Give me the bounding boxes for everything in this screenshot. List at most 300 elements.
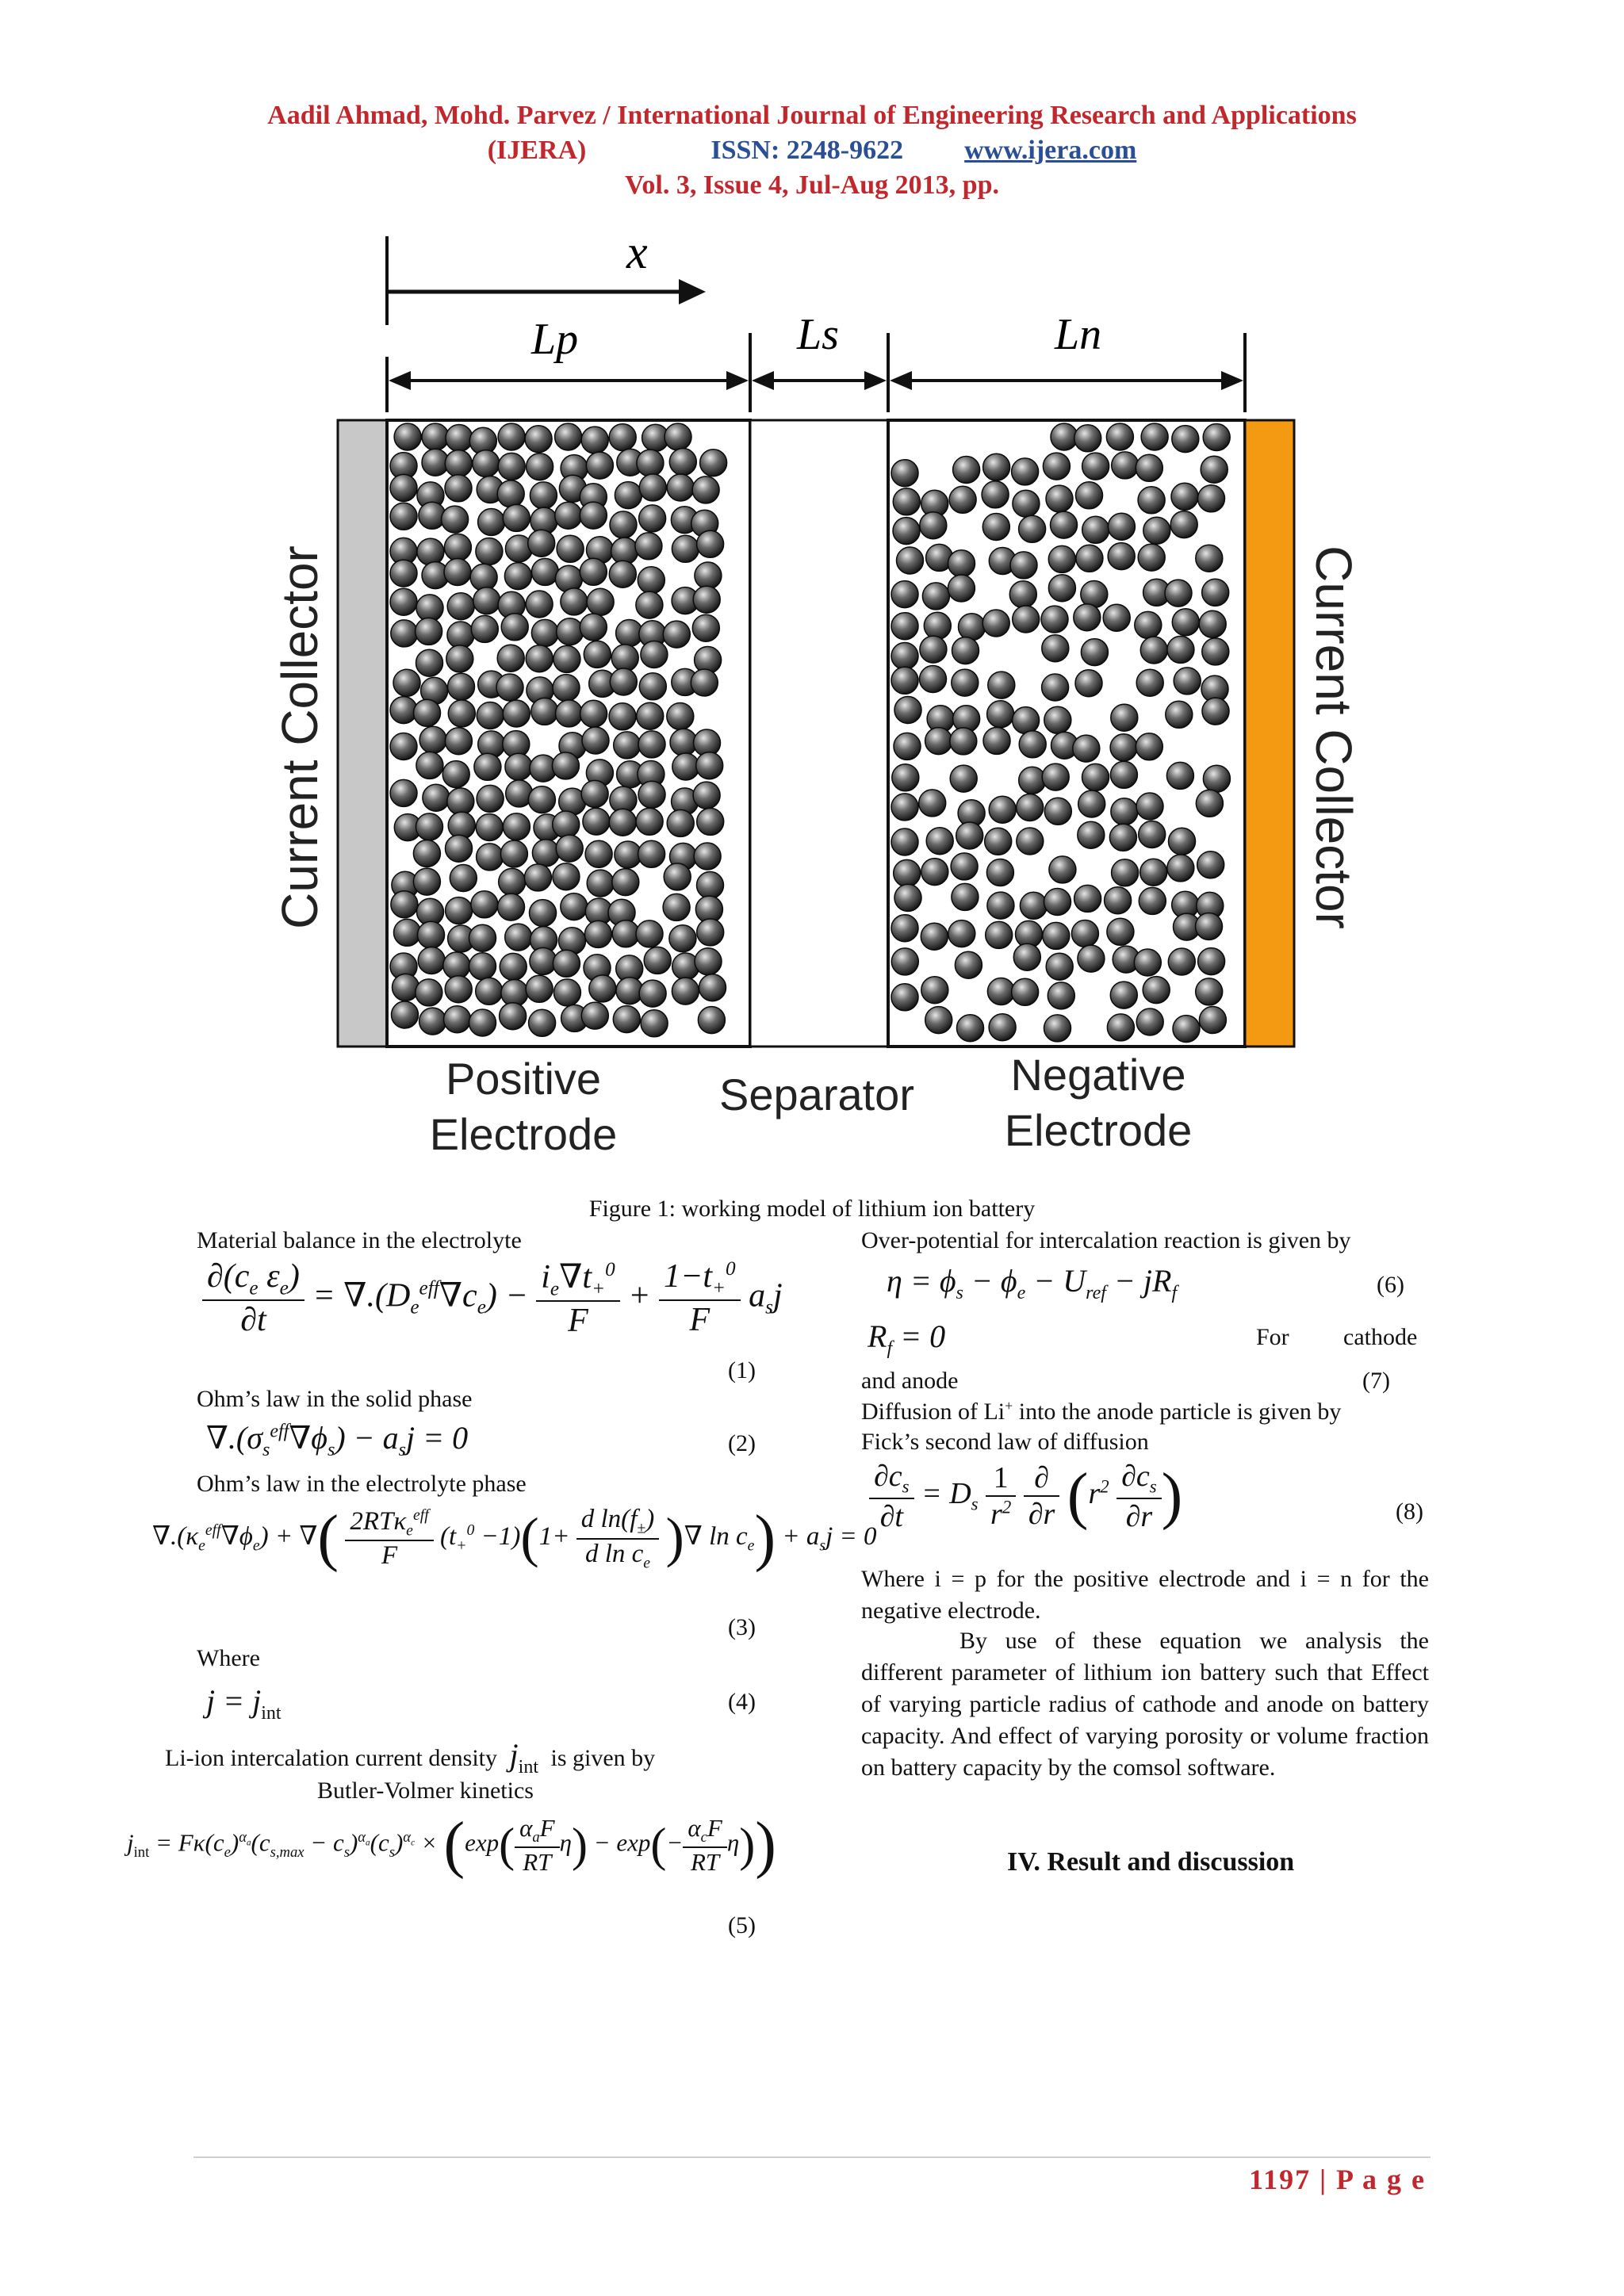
electrode-particle bbox=[1041, 606, 1068, 633]
electrode-particle bbox=[987, 892, 1014, 919]
electrode-particle bbox=[1111, 704, 1138, 731]
electrode-particle bbox=[639, 980, 666, 1007]
electrode-particle bbox=[987, 978, 1014, 1005]
electrode-particle bbox=[982, 610, 1009, 637]
electrode-particle bbox=[580, 700, 607, 727]
electrode-particle bbox=[504, 563, 531, 590]
electrode-particle bbox=[1013, 707, 1040, 734]
negative-label-line2: Electrode bbox=[1004, 1105, 1193, 1155]
footer-divider bbox=[193, 2156, 1431, 2158]
butler-volmer-label: Butler-Volmer kinetics bbox=[317, 1777, 534, 1804]
electrode-particle bbox=[1140, 637, 1167, 664]
electrode-particle bbox=[444, 559, 471, 586]
electrode-particle bbox=[1081, 639, 1108, 666]
electrode-particle bbox=[587, 588, 614, 615]
electrode-particle bbox=[553, 811, 580, 838]
electrode-particle bbox=[1044, 798, 1071, 825]
li-ion-current-text: Li-ion intercalation current density $j_{int}$ is given by bbox=[165, 1737, 656, 1777]
electrode-particle bbox=[1202, 698, 1229, 725]
electrode-particle bbox=[920, 512, 947, 539]
electrode-particle bbox=[695, 562, 722, 589]
electrode-particle bbox=[526, 591, 553, 618]
electrode-particle bbox=[528, 530, 555, 557]
electrode-particle bbox=[1170, 511, 1197, 538]
electrode-particle bbox=[1019, 767, 1046, 794]
equation-2: $\nabla.(\sigma_s^{eff}\nabla\phi_s) - a_sj = 0$ bbox=[206, 1420, 469, 1460]
battery-model-figure bbox=[238, 230, 1364, 1181]
electrode-particle bbox=[1107, 1014, 1134, 1041]
electrode-particle bbox=[390, 560, 417, 587]
electrode-particle bbox=[1107, 918, 1134, 945]
electrode-particle bbox=[443, 952, 470, 979]
equation-4: $j = j_{int}$ bbox=[206, 1683, 282, 1724]
electrode-particle bbox=[891, 828, 918, 855]
journal-url-link[interactable]: www.ijera.com bbox=[964, 136, 1137, 165]
electrode-particle bbox=[1201, 456, 1228, 483]
electrode-particle bbox=[667, 703, 694, 730]
electrode-particle bbox=[1042, 674, 1069, 701]
electrode-particle bbox=[1109, 824, 1136, 851]
electrode-particle bbox=[1013, 943, 1040, 970]
electrode-particle bbox=[390, 588, 417, 615]
electrode-particle bbox=[609, 809, 636, 836]
electrode-particle bbox=[553, 950, 580, 977]
electrode-particle bbox=[989, 796, 1016, 823]
electrode-particle bbox=[553, 645, 580, 672]
electrode-particle bbox=[1138, 544, 1165, 571]
electrode-particle bbox=[471, 891, 498, 918]
electrode-particle bbox=[1051, 511, 1078, 538]
electrode-particle bbox=[672, 535, 699, 562]
electrode-particle bbox=[478, 509, 505, 536]
electrode-particle bbox=[390, 779, 417, 806]
electrode-particle bbox=[920, 666, 947, 693]
electrode-particle bbox=[1166, 701, 1193, 728]
electrode-particle bbox=[418, 947, 445, 974]
electrode-particle bbox=[1012, 458, 1039, 485]
electrode-particle bbox=[417, 538, 444, 565]
electrode-particle bbox=[692, 476, 719, 503]
diffusion-suffix: into the anode particle is given by bbox=[1013, 1399, 1342, 1425]
electrode-particle bbox=[418, 921, 445, 948]
electrode-particle bbox=[1136, 1008, 1163, 1035]
electrode-particle bbox=[1044, 706, 1071, 733]
electrode-particle bbox=[1110, 982, 1137, 1008]
electrode-particle bbox=[1136, 454, 1162, 481]
electrode-particle bbox=[469, 953, 496, 980]
electrode-particle bbox=[497, 645, 524, 672]
material-balance-label: Material balance in the electrolyte bbox=[197, 1227, 522, 1253]
electrode-particle bbox=[636, 920, 663, 947]
electrode-particle bbox=[1042, 635, 1069, 662]
electrode-particle bbox=[1143, 977, 1170, 1004]
electrode-particle bbox=[636, 808, 663, 835]
electrode-particle bbox=[919, 790, 946, 817]
electrode-particle bbox=[416, 979, 442, 1006]
electrode-particle bbox=[419, 1008, 446, 1035]
page-number: 1197 | P a g e bbox=[1249, 2164, 1426, 2195]
electrode-particle bbox=[1019, 515, 1046, 542]
electrode-particle bbox=[416, 752, 443, 779]
electrode-particle bbox=[1048, 545, 1075, 572]
electrode-particle bbox=[477, 844, 504, 871]
electrode-particle bbox=[948, 575, 975, 602]
electrode-particle bbox=[921, 977, 948, 1004]
electrode-particle bbox=[1074, 425, 1101, 452]
ls-label: Ls bbox=[797, 310, 839, 359]
electrode-particle bbox=[638, 731, 665, 758]
electrode-particle bbox=[1019, 731, 1046, 758]
separator-label: Separator bbox=[719, 1070, 914, 1119]
electrode-particle bbox=[585, 840, 612, 867]
electrode-particle bbox=[892, 764, 919, 791]
electrode-particle bbox=[691, 669, 718, 696]
electrode-particle bbox=[1074, 604, 1101, 631]
electrode-particle bbox=[1196, 913, 1223, 940]
electrode-particle bbox=[638, 567, 665, 594]
positive-label-line1: Positive bbox=[445, 1054, 602, 1104]
electrode-particle bbox=[1076, 545, 1103, 572]
electrode-particle bbox=[447, 788, 474, 815]
electrode-particle bbox=[641, 641, 668, 668]
electrode-particle bbox=[391, 891, 418, 918]
electrode-particle bbox=[950, 765, 977, 792]
electrode-particle bbox=[692, 614, 719, 641]
electrode-particle bbox=[891, 643, 918, 670]
electrode-particle bbox=[694, 843, 721, 870]
electrode-particle bbox=[669, 925, 696, 952]
electrode-particle bbox=[394, 919, 421, 946]
electrode-particle bbox=[894, 697, 921, 724]
electrode-particle bbox=[530, 900, 557, 927]
electrode-particle bbox=[531, 619, 558, 646]
running-header-authors: Aadil Ahmad, Mohd. Parvez / International Journal of Engineering Research and Applications bbox=[267, 101, 1357, 130]
electrode-particle bbox=[1043, 922, 1070, 949]
left-current-collector bbox=[338, 420, 387, 1047]
electrode-particle bbox=[499, 868, 526, 895]
electrode-particle bbox=[609, 703, 636, 730]
electrode-particle bbox=[893, 488, 920, 515]
electrode-particle bbox=[925, 728, 952, 755]
electrode-particle bbox=[922, 583, 949, 610]
electrode-particle bbox=[891, 794, 918, 821]
electrode-particle bbox=[530, 947, 557, 974]
electrode-particle bbox=[413, 868, 440, 895]
electrode-particle bbox=[580, 558, 607, 585]
electrode-particle bbox=[531, 558, 558, 585]
electrode-particle bbox=[1108, 513, 1135, 540]
electrode-particle bbox=[501, 614, 528, 641]
electrode-particle bbox=[1143, 517, 1170, 544]
electrode-particle bbox=[1173, 1016, 1200, 1043]
electrode-particle bbox=[986, 859, 1013, 886]
electrode-particle bbox=[394, 423, 421, 450]
electrode-particle bbox=[1106, 423, 1133, 450]
electrode-particle bbox=[1197, 851, 1224, 878]
electrode-particle bbox=[638, 781, 665, 808]
electrode-particle bbox=[614, 732, 641, 759]
equation-5-number: (5) bbox=[728, 1912, 756, 1938]
electrode-particle bbox=[665, 423, 691, 450]
electrode-particle bbox=[557, 618, 584, 645]
electrode-particle bbox=[1167, 636, 1194, 663]
electrode-particle bbox=[422, 423, 449, 450]
electrode-particle bbox=[1203, 765, 1230, 792]
electrode-particle bbox=[448, 673, 475, 700]
electrode-particle bbox=[391, 620, 418, 647]
electrode-particle bbox=[1172, 426, 1199, 453]
electrode-particle bbox=[1202, 579, 1229, 606]
electrode-particle bbox=[414, 699, 441, 726]
electrode-particle bbox=[1136, 733, 1162, 760]
electrode-particle bbox=[555, 423, 582, 450]
equation-5: $j_{int} = F\kappa(c_e)^{\alpha_a}(c_{s,max} - c_s)^{\alpha_a}(c_s)^{\alpha_c} \times (\exp$( $\frac{\alpha_aF}{RT}$ η) − exp(− $\frac{\alpha_cF}{RT}$ η)) bbox=[127, 1810, 776, 1880]
electrode-particle bbox=[952, 637, 979, 664]
electrode-particle bbox=[447, 593, 474, 620]
electrode-particle bbox=[672, 753, 699, 780]
electrode-particle bbox=[637, 702, 664, 729]
electrode-particle bbox=[474, 753, 501, 780]
electrode-particle bbox=[1202, 638, 1229, 665]
electrode-particle bbox=[561, 894, 588, 920]
electrode-particle bbox=[1134, 949, 1161, 976]
equation-3: $\nabla.(\kappa_e^{eff}\nabla\phi_e)$ + ∇( $\frac{2RT\kappa_e^{eff}}{F}$ $(t_+^0 -1)(1+$ $\frac{d \ln(f_\pm)}{d \ln c_e}$ )∇ $\ln c_e) + a_sj = 0$ bbox=[152, 1503, 877, 1573]
electrode-particle bbox=[476, 538, 503, 565]
section-heading-results: IV. Result and discussion bbox=[1007, 1847, 1295, 1877]
equation-7-number: (7) bbox=[1362, 1368, 1390, 1394]
and-anode-text: and anode bbox=[861, 1368, 959, 1394]
electrode-particle bbox=[477, 785, 504, 812]
electrode-particle bbox=[390, 503, 417, 530]
electrode-particle bbox=[1044, 1015, 1071, 1042]
electrode-particle bbox=[496, 674, 523, 701]
electrode-particle bbox=[957, 1015, 984, 1042]
negative-label-line1: Negative bbox=[1010, 1050, 1186, 1100]
electrode-particle bbox=[584, 641, 611, 668]
electrode-particle bbox=[672, 978, 699, 1004]
electrode-particle bbox=[1044, 889, 1071, 916]
lp-label: Lp bbox=[531, 315, 579, 364]
electrode-particle bbox=[959, 614, 986, 641]
electrode-particle bbox=[696, 752, 723, 779]
electrode-particle bbox=[1196, 978, 1223, 1005]
electrode-particle bbox=[639, 505, 666, 532]
equation-8-number: (8) bbox=[1396, 1498, 1423, 1525]
electrode-particle bbox=[446, 897, 473, 924]
electrode-particle bbox=[525, 426, 552, 453]
electrode-particle bbox=[446, 425, 473, 452]
electrode-particle bbox=[1139, 821, 1166, 848]
electrode-particle bbox=[470, 564, 497, 591]
electrode-particle bbox=[1169, 828, 1196, 855]
electrode-particle bbox=[1075, 670, 1102, 697]
electrode-particle bbox=[983, 727, 1010, 754]
electrode-particle bbox=[615, 841, 642, 868]
electrode-particle bbox=[505, 924, 532, 951]
electrode-particle bbox=[637, 450, 664, 476]
electrode-particle bbox=[948, 550, 975, 577]
ohm-electrolyte-label: Ohm’s law in the electrolyte phase bbox=[197, 1471, 527, 1497]
electrode-particle bbox=[1013, 606, 1040, 633]
electrode-particle bbox=[444, 1006, 471, 1033]
electrode-particle bbox=[891, 915, 918, 942]
equation-1-number: (1) bbox=[728, 1357, 756, 1383]
electrode-particle bbox=[581, 427, 608, 453]
electrode-particle bbox=[897, 547, 924, 574]
electrode-particle bbox=[553, 675, 580, 702]
electrode-particle bbox=[442, 506, 469, 533]
for-text: For bbox=[1256, 1324, 1289, 1350]
electrode-particle bbox=[561, 588, 588, 615]
electrode-particle bbox=[416, 618, 442, 645]
electrode-particle bbox=[1108, 543, 1135, 570]
electrode-particle bbox=[609, 561, 636, 587]
electrode-particle bbox=[1196, 545, 1223, 572]
electrode-particle bbox=[921, 923, 948, 950]
electrode-particle bbox=[609, 424, 636, 451]
electrode-particle bbox=[556, 835, 583, 862]
electrode-particle bbox=[1196, 790, 1223, 817]
electrode-particle bbox=[1135, 611, 1162, 638]
electrode-particle bbox=[667, 809, 694, 836]
journal-issn: ISSN: 2248-9622 bbox=[710, 136, 904, 165]
electrode-particle bbox=[416, 813, 443, 840]
electrode-particle bbox=[1166, 762, 1193, 789]
electrode-particle bbox=[700, 450, 727, 476]
equation-6: $\eta = \phi_s - \phi_e - U_{ref} - jR_f$ bbox=[887, 1263, 1178, 1303]
electrode-particle bbox=[450, 865, 477, 892]
electrode-particle bbox=[553, 979, 580, 1006]
electrode-particle bbox=[697, 530, 724, 557]
equation-1: $\frac{\partial(c_e \varepsilon_e)}{\partial t}$ = $\nabla.(D_e^{eff}\nabla c_e)$ − $\frac{i_e\nabla t_+^0}{F}$ + $\frac{1-t_+^0}{F}$ $a_sj$ bbox=[202, 1257, 783, 1340]
electrode-particle bbox=[612, 869, 639, 896]
x-arrow-head bbox=[679, 279, 706, 304]
electrode-particle bbox=[553, 863, 580, 890]
equation-4-number: (4) bbox=[728, 1689, 756, 1715]
li-ion-prefix: Li-ion intercalation current density bbox=[165, 1745, 498, 1771]
where-label: Where bbox=[197, 1645, 260, 1671]
electrode-particle bbox=[532, 840, 559, 867]
electrode-particle bbox=[530, 482, 557, 509]
electrode-particle bbox=[526, 975, 553, 1002]
li-ion-suffix: is given by bbox=[550, 1745, 656, 1771]
electrode-particle bbox=[445, 475, 472, 502]
electrode-particle bbox=[669, 449, 696, 476]
electrode-particle bbox=[987, 701, 1014, 728]
electrode-particle bbox=[477, 702, 504, 729]
electrode-particle bbox=[610, 511, 637, 538]
electrode-particle bbox=[891, 460, 918, 487]
electrode-particle bbox=[416, 649, 443, 676]
electrode-particle bbox=[442, 761, 469, 788]
electrode-particle bbox=[581, 780, 608, 807]
electrode-particle bbox=[587, 870, 614, 897]
electrode-particle bbox=[1198, 948, 1225, 975]
electrode-particle bbox=[584, 920, 611, 947]
electrode-particle bbox=[664, 863, 691, 890]
electrode-particle bbox=[1051, 423, 1078, 450]
electrode-particle bbox=[988, 672, 1015, 698]
electrode-particle bbox=[1172, 609, 1199, 636]
electrode-particle bbox=[1136, 793, 1163, 820]
electrode-particle bbox=[925, 1007, 952, 1034]
equation-2-number: (2) bbox=[728, 1430, 756, 1456]
electrode-particle bbox=[1082, 763, 1109, 790]
electrode-particle bbox=[699, 974, 726, 1001]
electrode-particle bbox=[956, 822, 983, 849]
electrode-particle bbox=[950, 728, 977, 755]
electrode-particle bbox=[503, 700, 530, 727]
electrode-particle bbox=[1078, 821, 1105, 848]
diffusion-text: Diffusion of Li+ into the anode particle is given by bbox=[861, 1398, 1342, 1425]
electrode-particle bbox=[1112, 452, 1139, 479]
electrode-particle bbox=[920, 636, 947, 663]
electrode-particle bbox=[580, 502, 607, 529]
electrode-particle bbox=[955, 951, 982, 978]
electrode-particle bbox=[1082, 453, 1109, 480]
electrode-particle bbox=[1199, 610, 1226, 637]
electrode-particle bbox=[446, 835, 473, 862]
electrode-particle bbox=[476, 978, 503, 1004]
equation-6-number: (6) bbox=[1377, 1272, 1404, 1298]
electrode-particle bbox=[1049, 856, 1076, 883]
electrode-particle bbox=[952, 883, 979, 910]
electrode-particle bbox=[500, 953, 527, 980]
electrode-particle bbox=[1074, 885, 1101, 912]
electrode-particle bbox=[528, 786, 555, 813]
electrode-particle bbox=[529, 1009, 556, 1036]
electrode-particle bbox=[891, 667, 918, 694]
electrode-particle bbox=[921, 859, 948, 886]
electrode-particle bbox=[639, 673, 666, 700]
electrode-particle bbox=[469, 1009, 496, 1036]
electrode-particle bbox=[1076, 482, 1103, 509]
electrode-particle bbox=[392, 1001, 419, 1028]
electrode-particle bbox=[948, 920, 975, 947]
electrode-particle bbox=[1105, 887, 1132, 914]
electrode-particle bbox=[419, 726, 446, 753]
electrode-particle bbox=[926, 828, 953, 855]
electrode-particle bbox=[498, 894, 525, 920]
electrode-particle bbox=[693, 782, 720, 809]
electrode-particle bbox=[556, 700, 583, 727]
electrode-particle bbox=[497, 480, 524, 507]
separator-region bbox=[750, 420, 888, 1047]
electrode-particle bbox=[1010, 552, 1037, 579]
electrode-particle bbox=[447, 622, 474, 649]
electrode-particle bbox=[527, 453, 553, 480]
electrode-particle bbox=[448, 700, 475, 727]
electrode-particle bbox=[1141, 423, 1168, 450]
overpotential-label: Over-potential for intercalation reaction is given by bbox=[861, 1227, 1351, 1253]
electrode-particle bbox=[393, 974, 419, 1001]
electrode-particle bbox=[615, 482, 642, 509]
electrode-particle bbox=[1017, 828, 1044, 855]
electrode-particle bbox=[693, 586, 720, 613]
electrode-particle bbox=[469, 924, 496, 951]
electrode-particle bbox=[445, 728, 472, 755]
electrode-particle bbox=[1111, 798, 1138, 825]
electrode-particle bbox=[891, 948, 918, 975]
electrode-particle bbox=[1140, 859, 1167, 886]
electrode-particle bbox=[1012, 978, 1039, 1005]
left-collector-label: Current Collector bbox=[271, 545, 328, 929]
electrode-particle bbox=[1110, 761, 1137, 788]
x-axis-label: x bbox=[626, 230, 648, 278]
electrode-particle bbox=[390, 474, 417, 501]
electrode-particle bbox=[644, 947, 671, 974]
analysis-paragraph: By use of these equation we analysis the different parameter of lithium ion battery such that Effect of varying particle radius of cathode and anode on battery capacity. And effect of varying porosity or volume fraction on battery capacity by the comsol software. bbox=[861, 1628, 1429, 1781]
